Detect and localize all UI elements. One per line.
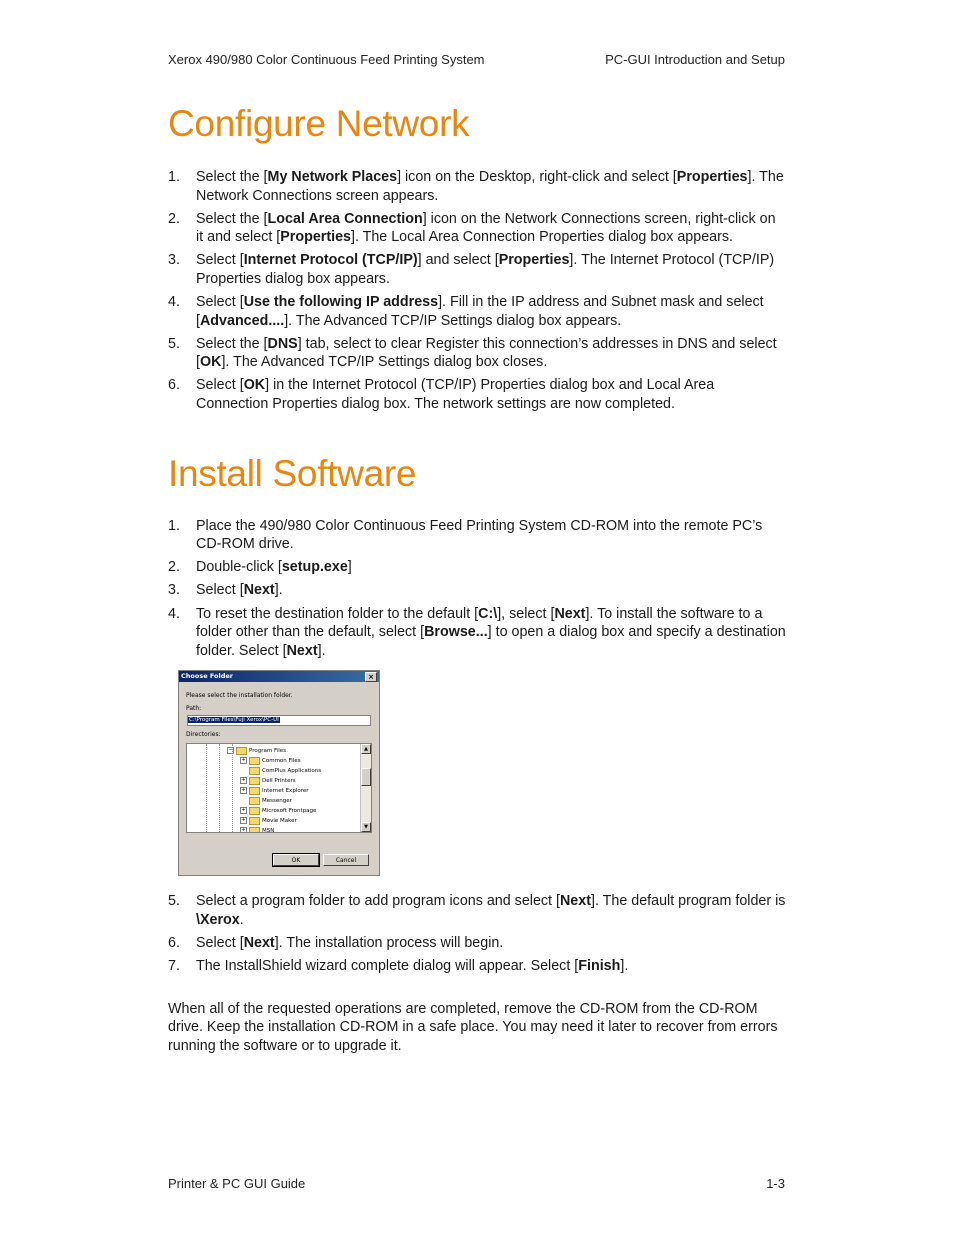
directories-tree[interactable] [186, 743, 372, 833]
step-text: The InstallShield wizard complete dialog will appear. Select [ [196, 958, 579, 975]
tree-folder-item[interactable] [240, 796, 292, 806]
choose-folder-dialog [178, 670, 380, 876]
folder-icon [249, 777, 260, 785]
step-number: 7. [168, 958, 180, 975]
step-item [168, 517, 786, 554]
scroll-down-icon[interactable]: ▼ [361, 822, 371, 832]
folder-icon [249, 827, 260, 834]
step-emphasis: C:\ [478, 605, 498, 622]
folder-label: ComPlus Applications [262, 768, 322, 775]
step-number: 2. [168, 559, 180, 576]
step-text: Double-click [ [196, 559, 282, 576]
page-content [168, 100, 786, 1055]
step-text: Select [ [196, 294, 244, 311]
folder-label: Program Files [249, 748, 287, 755]
step-number: 5. [168, 335, 180, 352]
step-emphasis: Properties [280, 229, 351, 246]
step-text: Select the [ [196, 210, 268, 227]
step-number: 2. [168, 210, 180, 227]
step-number: 4. [168, 605, 180, 622]
step-text: Select the [ [196, 335, 268, 352]
step-emphasis: Next [243, 582, 275, 599]
configure-network-steps [168, 168, 786, 414]
step-text: . [239, 911, 244, 928]
step-emphasis: Next [243, 934, 275, 951]
step-number: 6. [168, 377, 180, 394]
step-text: ]. The default program folder is [590, 893, 786, 910]
step-item [168, 251, 786, 288]
tree-folder-item[interactable] [240, 756, 301, 766]
step-text: ] tab, select to clear Register this connection’s addresses in DNS and select [ [196, 335, 777, 371]
folder-icon [249, 787, 260, 795]
install-software-steps [168, 517, 786, 661]
expand-icon[interactable]: + [241, 817, 246, 824]
dialog-prompt: Please select the installation folder. [186, 692, 293, 700]
cancel-button[interactable]: Cancel [323, 854, 369, 866]
step-number: 1. [168, 517, 180, 534]
step-text: ]. The Advanced TCP/IP Settings dialog box closes. [221, 354, 548, 371]
step-emphasis: OK [243, 377, 266, 394]
section-title-install-software: Install Software [168, 452, 417, 494]
step-emphasis: Next [554, 605, 586, 622]
step-text: ] icon on the Network Connections screen, right-click on it and select [ [196, 210, 776, 246]
dialog-title: Choose Folder [181, 672, 234, 681]
expand-icon[interactable]: + [241, 777, 246, 784]
ok-button[interactable]: OK [273, 854, 319, 866]
step-emphasis: Next [559, 893, 591, 910]
step-text: ] to open a dialog box and specify a destination folder. Select [ [196, 624, 786, 659]
step-text: Select [ [196, 252, 244, 269]
directories-label: Directories: [186, 731, 221, 739]
expand-icon[interactable]: + [241, 807, 246, 814]
tree-scrollbar[interactable] [360, 744, 371, 832]
step-number: 3. [168, 582, 180, 599]
step-item [168, 558, 786, 577]
tree-folder-item[interactable] [240, 826, 274, 833]
path-label: Path: [186, 705, 202, 713]
step-emphasis: Use the following IP address [243, 294, 439, 311]
step-item [168, 293, 786, 330]
folder-label: Dell Printers [262, 778, 296, 785]
step-emphasis: Properties [498, 252, 570, 269]
step-item [168, 892, 786, 929]
closing-paragraph: When all of the requested operations are completed, remove the CD-ROM from the CD-ROM drive. Keep the installation CD-ROM in a safe place. You may need it later to recover from errors running the software or to upgrade it. [168, 1000, 778, 1054]
folder-label: Internet Explorer [262, 788, 309, 795]
step-text: Place the 490/980 Color Continuous Feed Printing System CD-ROM into the remote PC’s CD-ROM drive. [196, 517, 763, 553]
step-text: Select a program folder to add program icons and select [ [196, 893, 560, 910]
step-text: ]. Fill in the IP address and Subnet mask and select [ [196, 294, 764, 329]
step-text: ], select [ [497, 605, 555, 622]
step-text: ] [347, 559, 352, 576]
step-item [168, 168, 786, 205]
folder-label: MSN [262, 828, 275, 834]
step-text: ]. [317, 642, 326, 659]
step-item [168, 581, 786, 600]
step-text: ] and select [ [417, 252, 499, 269]
step-emphasis: DNS [267, 335, 298, 352]
step-item [168, 376, 786, 413]
step-item [168, 335, 786, 372]
step-text: ]. The Internet Protocol (TCP/IP) Properties dialog box appears. [196, 252, 775, 287]
path-value: C:\Program Files\Fuji Xerox\PC-UI [189, 717, 279, 724]
step-emphasis: Next [286, 642, 318, 659]
step-text: ]. The Network Connections screen appears. [196, 169, 784, 204]
step-text: ] icon on the Desktop, right-click and select [ [397, 169, 677, 185]
step-text: Select [ [196, 377, 244, 394]
folder-icon [249, 797, 260, 805]
step-emphasis: Local Area Connection [267, 210, 423, 227]
dialog-title-bar [179, 671, 379, 682]
step-text: ]. The Advanced TCP/IP Settings dialog box appears. [284, 312, 622, 329]
step-text: ] in the Internet Protocol (TCP/IP) Properties dialog box and Local Area Connection Properties dialog box. The network settings are now completed. [196, 377, 715, 413]
step-emphasis: Properties [676, 169, 748, 185]
folder-label: Common Files [262, 758, 301, 765]
folder-icon [249, 767, 260, 775]
folder-icon [236, 747, 247, 755]
step-item [168, 957, 786, 976]
folder-label: Messenger [262, 798, 292, 805]
step-text: To reset the destination folder to the default [ [196, 605, 479, 622]
folder-label: Movie Maker [262, 818, 297, 825]
step-text: ]. To install the software to a folder other than the default, select [ [196, 605, 763, 641]
tree-folder-item[interactable] [240, 806, 316, 816]
step-emphasis: \Xerox [196, 911, 240, 928]
folder-icon [249, 807, 260, 815]
step-text: ]. [274, 582, 283, 599]
running-header-section: PC-GUI Introduction and Setup [605, 52, 785, 67]
tree-folder-item[interactable] [240, 766, 321, 776]
step-emphasis: OK [199, 354, 222, 371]
expand-icon[interactable]: + [241, 787, 246, 794]
step-text: Select [ [196, 934, 244, 951]
tree-folder-item[interactable] [227, 746, 286, 756]
step-text: ]. The Local Area Connection Properties dialog box appears. [350, 229, 733, 246]
tree-folder-item[interactable] [240, 776, 296, 786]
step-emphasis: setup.exe [281, 559, 348, 576]
step-number: 3. [168, 252, 180, 269]
expand-icon[interactable]: + [241, 757, 246, 764]
step-emphasis: My Network Places [267, 169, 398, 185]
folder-icon [249, 757, 260, 765]
step-emphasis: Advanced.... [199, 312, 285, 329]
step-emphasis: Internet Protocol (TCP/IP) [243, 252, 418, 269]
step-text: ]. The installation process will begin. [274, 934, 504, 951]
close-icon[interactable]: × [365, 672, 377, 682]
step-item [168, 605, 786, 661]
step-item [168, 210, 786, 247]
tree-folder-item[interactable] [240, 816, 297, 826]
install-software-steps-continued [168, 892, 786, 975]
folder-label: Microsoft Frontpage [262, 808, 317, 815]
scroll-up-icon[interactable]: ▲ [361, 744, 371, 754]
folder-icon [249, 817, 260, 825]
expand-icon[interactable]: + [241, 827, 246, 834]
page-number: 1-3 [766, 1176, 785, 1191]
step-emphasis: Browse... [424, 624, 488, 641]
step-number: 1. [168, 169, 180, 185]
step-number: 4. [168, 294, 180, 311]
step-emphasis: Finish [578, 958, 621, 975]
step-number: 5. [168, 893, 180, 910]
step-text: ]. [620, 958, 629, 975]
tree-folder-item[interactable] [240, 786, 309, 796]
step-text: Select [ [196, 582, 244, 599]
step-item [168, 934, 786, 953]
step-text: Select the [ [196, 169, 268, 185]
running-header-title: Xerox 490/980 Color Continuous Feed Printing System [168, 52, 485, 67]
collapse-icon[interactable]: − [228, 747, 233, 754]
step-number: 6. [168, 934, 180, 951]
footer-guide-title: Printer & PC GUI Guide [168, 1176, 306, 1191]
section-title-configure-network: Configure Network [168, 103, 470, 144]
path-input[interactable] [187, 715, 371, 726]
scroll-thumb[interactable] [361, 768, 371, 786]
